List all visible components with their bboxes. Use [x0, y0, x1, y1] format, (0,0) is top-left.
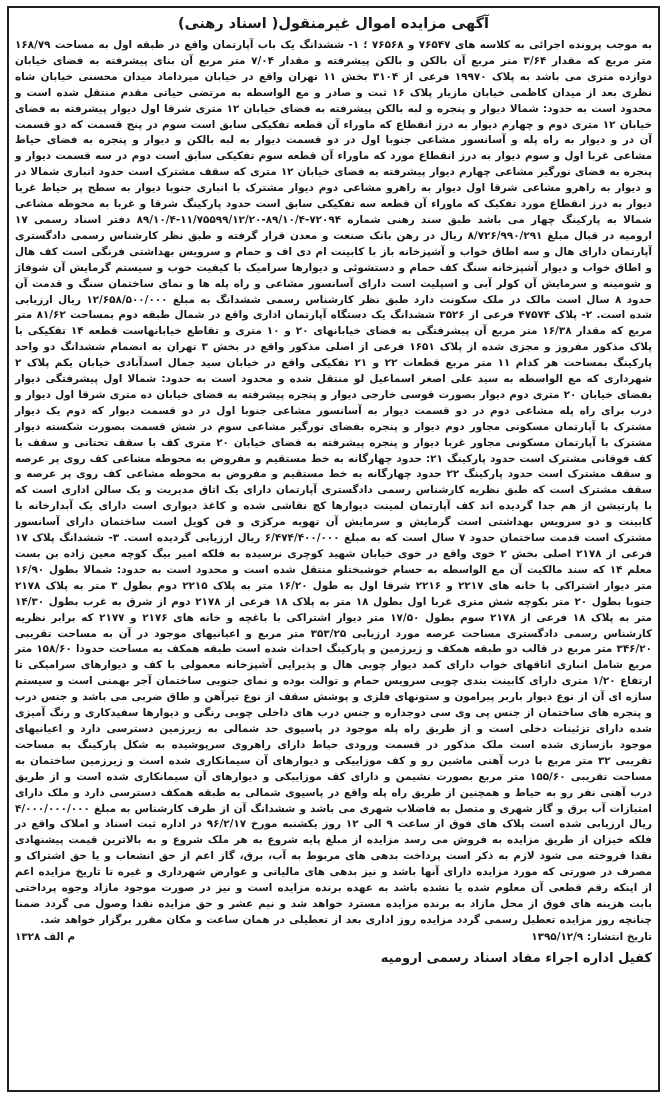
notice-title: آگهی مزایده اموال غیرمنقول( اسناد رهنی): [178, 16, 489, 32]
publish-date: تاریخ انتشار: ۱۳۹۵/۱۲/۹: [531, 930, 652, 943]
notice-frame: [7, 6, 660, 1092]
notice-body: به موجب پرونده اجرائی به کلاسه های ۷۶۵۴۷ و ۷۶۵۶۸ ؛ ۱- ششدانگ یک باب آپارتمان واقع در طبقه اول به مساحت ۱۶۸/۷۹ متر مربع که مقدار ۳/۶۴ متر مربع آن بالکن و بالکن پیشرفته و مقدار ۷/۰۴ متر مربع آن بنای پیشرفته به فضای خیابان دوازده متری می باشد به پلاک ۱۹۹۷۰ فرعی از ۳۱۰۴ بخش ۱۱ تهران واقع در خیابان میرداماد میدان محسنی خیابان شاه نظری بعد از میدان کاظمی خیابان مازیار پلاک ۱۶ ثبت و صادر و مع الواسطه به مرتضی حیاتی مقدم منتقل شده است و محدود است به حدود: شمالا دیوار و پنجره و لبه بالکن پیشرفته به فضای خیابان ۱۲ متری شرقا اول دیوار پیشرفته به فضای خیابان ۱۲ متری دوم و چهارم دیوار به درز انقطاع که ماوراء آن قطعه تفکیکی سابق است سوم در پنج قسمت که دو قسمت آن در و دیوار به راه پله و آسانسور مشاعی جنوبا اول در دو قسمت دیوار به لبه بالکن و دیوار و پنجره به فضای حیاط مشاعی غربا اول و سوم دیوار به درز انقطاع مورد که ماوراء آن قطعه سوم تفکیکی سابق است دوم در سه قسمت دیوار و پنجره به فضای نورگیر مشاعی چهارم دیوار پیشرفته به فضای خیابان ۱۲ متری که سقف مشترک است حدود انباری شمالا در و دیوار به راهرو مشاعی شرقا اول دیوار به راهرو مشاعی دوم دیوار مشترک با انباری جنوبا دیوار به سطح پر حیاط غربا دیوار به درز انقطاع مورد تفکیک که ماوراء آن قطعه سه تفکیکی سابق است حدود پارکینگ شرقا و غربا به محوطه مشاعی شمالا به پارکینگ چهار می باشد طبق سند رهنی شماره ۷۲۰۹۴-۸۹/۱۰/۴-۱۱/۷۵۵۹۹/۱۲/۲۰-۸۹/۱۰/۴ دفتر اسناد رسمی ۱۷ ارومیه در قبال مبلغ ۸/۷۲۶/۹۹۰/۲۹۱ ریال در رهن بانک صنعت و معدن قرار گرفته و طبق نظر کارشناس رسمی دادگستری آپارتمان دارای هال و سه اطاق خواب و آشپزخانه باز با کابینت ام دی اف و حمام و سرویس بهداشتی فرنگی است کف هال و اطاق خواب و دیوار آشپزخانه سنگ کف حمام و دستشوئی و دیوارها سرامیک با کیفیت خوب و سیستم گرمایش آن شوفاژ و شومینه و سرمایش آن کولر آبی و اسپلیت است دارای آسانسور مشاعی و راه پله ها و نمای ساختمان سنگ و قدمت آن حدود ۸ سال است مالک در ملک سکونت دارد طبق نظر کارشناس رسمی ششدانگ به مبلغ ۱۲/۶۵۸/۵۰۰/۰۰۰ ریال ارزیابی شده است. ۲- پلاک ۴۷۵۷۴ فرعی از ۳۵۲۶ ششدانگ یک دستگاه آپارتمان اداری واقع در شمال طبقه دوم بمساحت ۸۱/۶۲ متر مربع که مقدار ۱۶/۳۸ متر مربع آن پیشرفتگی به فضای خیابانهای ۲۰ و ۱۰ متری و تقاطع خیابانهاست قطعه ۱۴ تفکیکی با پلاک مذکور مفروز و مجزی شده از پلاک ۱۶۵۱ فرعی از اصلی مذکور واقع در بخش ۳ تهران به انضمام ششدانگ دو واحد پارکینگ بمساحت هر کدام ۱۱ متر مربع قطعات ۲۲ و ۲۱ تفکیکی واقع در خیابان سید جمال اسدآبادی خیابان یکم پلاک ۲ شهرداری که مع الواسطه به سید علی اصغر اسماعیل لو منتقل شده و محدود است به حدود: شمالا اول پیشرفتگی دیوار بفضای خیابان ۲۰ متری دوم دیوار بصورت قوسی خارجی دیوار و پنجره پیشرفته به فضای خیابان ده متری شرقا اول دیوار و درب برای راه پله مشاعی دوم در دو قسمت دیوار به آسانسور مشاعی جنوبا اول در دو قسمت دیوار که دوم یک دیوار مشترک با آپارتمان مسکونی مجاور دوم دیوار و پنجره بفضای نورگیر مشاعی سوم در شش قسمت بصورت شکسته دیوار مشترک با آپارتمان مسکونی مجاور غربا دیوار و پنجره پیشرفته به فضای خیابان ۲۰ متری کف با سقف تحتانی و سقف با کف فوقانی مشترک است حدود پارکینگ ۲۱: حدود چهارگانه به خط مستقیم و مفروض به محوطه مشاعی کف روی پر عرصه و سقف مشترک است حدود پارکینگ ۲۲ حدود چهارگانه به خط مستقیم و مفروض به محوطه مشاعی کف روی پر عرصه و سقف مشترک است که طبق نظریه کارشناس رسمی دادگستری آپارتمان دارای یک اتاق مدیریت و یک سالن اداری است که با پارتیشن از هم جدا گردیده اند کف آپارتمان لمینت دیوارها کچ نقاشی شده و کاغذ دیواری است دارای یک آبدارخانه با کابینت و دو سرویس بهداشتی است گرمایش و سرمایش آن تهویه مرکزی و فن کویل است ساختمان دارای آسانسور مشترک است قدمت ساختمان حدود ۷ سال است که به مبلغ ۶/۴۷۴/۴۰۰/۰۰۰ ریال ارزیابی گردیده است. ۳- ششدانگ پلاک ۱۷ فرعی از ۲۱۷۸ اصلی بخش ۲ خوی واقع در خوی خیابان شهید کوچری نرسیده به فلکه امیر بیگ کوچه معین زاده بن بست معلم ۱۴ که سند مالکیت آن مع الواسطه به حسام خوشبختلو منتقل شده است و محدود است به حدود: شمالا بطول ۱۶/۹۰ متر دیوار اشتراکی با خانه های ۲۲۱۷ و ۲۲۱۶ شرقا اول به طول ۱۶/۲۰ متر به پلاک ۲۲۱۵ دوم بطول ۳ متر به پلاک ۲۱۷۸ جنوبا بطول ۲۰ متر بکوچه شش متری غربا اول بطول ۱۸ متر به پلاک ۱۸ فرعی از ۲۱۷۸ دوم از شرق به غرب بطول ۱۴/۳۰ متر به پلاک ۱۸ فرعی از ۲۱۷۸ سوم بطول ۱۷/۵۰ متر دیوار اشتراکی با باغچه و خانه های ۲۱۷۶ و ۲۱۷۷ که برابر نظریه کارشناس رسمی دادگستری مساحت عرصه مورد ارزیابی ۳۵۳/۲۵ متر مربع و اعیانیهای موجود در آن به مساحت تقریبی ۳۴۶/۲۰ متر مربع در قالب دو طبقه همکف و زیرزمین و پارکینگ احداث شده است طبقه همکف به مساحت حدودا ۱۵۸/۶۰ متر مربع شامل انباری اتاقهای خواب دارای کمد دیوار چوبی هال و پذیرایی آشپزخانه معمولی با کف و دیوارهای سرامیکی تا ارتفاع ۱/۲۰ متری دارای کابینت بندی چوبی سرویس حمام و توالت بوده و نمای جنوبی ساختمان آجر بهمنی است و سیستم سازه ای آن از نوع دیوار باربر پیرامون و ستونهای فلزی و پوشش سقف از نوع تیرآهن و طاق ضربی می باشد و جنس درب و پنجره های ساختمان از جنس پی وی سی دوجداره و جنس درب های داخلی چوبی رنگی و دیوارها سفیدکاری و رنگ آمیزی شده دارای تزئینات دخلی است و از طریق راه پله موجود در پاسیوی حد شمالی به زیرزمین دسترسی دارد و اعیانیهای موجود بازسازی شده است ملک مذکور در قسمت ورودی حیاط دارای راهروی سرپوشیده به شکل پارکینگ به مساحت تقریبی ۳۲ متر مربع با درب آهنی ماشین رو و کف موزاییکی و دیوارهای آن سیمانکاری شده است و زیرزمین ساختمان به مساحت تقریبی ۱۵۵/۶۰ متر مربع بصورت نشیمن و دارای کف موزاییکی و دیوارهای آن سیمانکاری شده است و از طریق درب آهنی نفر رو به حیاط و همچنین از طریق راه پله واقع در پاسیوی شمالی به طبقه همکف دسترسی دارد و ملک دارای امتیازات آب برق و گاز شهری و متصل به فاضلاب شهری می باشد و ششدانگ آن از طرف کارشناس به مبلغ ۴/۰۰۰/۰۰۰/۰۰۰ ریال ارزیابی شده است پلاک های فوق از ساعت ۹ الی ۱۲ روز یکشنبه مورخ ۹۶/۲/۱۷ در اداره ثبت اسناد و املاک واقع در فلکه خیزان از طریق مزایده به فروش می رسد مزایده از مبلغ پایه شروع به هر ملک شروع و به بالاترین قیمت پیشنهادی نقدا فروخته می شود لازم به ذکر است پرداخت بدهی های مربوط به آب، برق، گاز اعم از حق انشعاب و یا حق اشتراک و مصرف در صورتی که مورد مزایده دارای آنها باشد و نیز بدهی های مالیاتی و عوارض شهرداری و غیره تا تاریخ مزایده اعم از اینکه رقم قطعی آن معلوم شده یا نشده باشد به عهده برنده مزایده است و نیز در صورت موجود مازاد وجوه پرداختی بابت هزینه های فوق از محل مازاد به برنده مزایده مسترد خواهد شد و نیم عشر و حق مزایده نقدا وصول می گردد ضمنا چنانچه روز مزایده تعطیل رسمی گردد مزایده روز اداری بعد از تعطیلی در همان ساعت و مکان مقرر برگزار خواهد شد.: [15, 39, 653, 926]
notice-footer: [15, 930, 652, 945]
reference-number: م الف ۱۳۲۸: [15, 930, 76, 943]
notice-signature: کفیل اداره اجراء مفاد اسناد رسمی ارومیه: [380, 950, 652, 966]
